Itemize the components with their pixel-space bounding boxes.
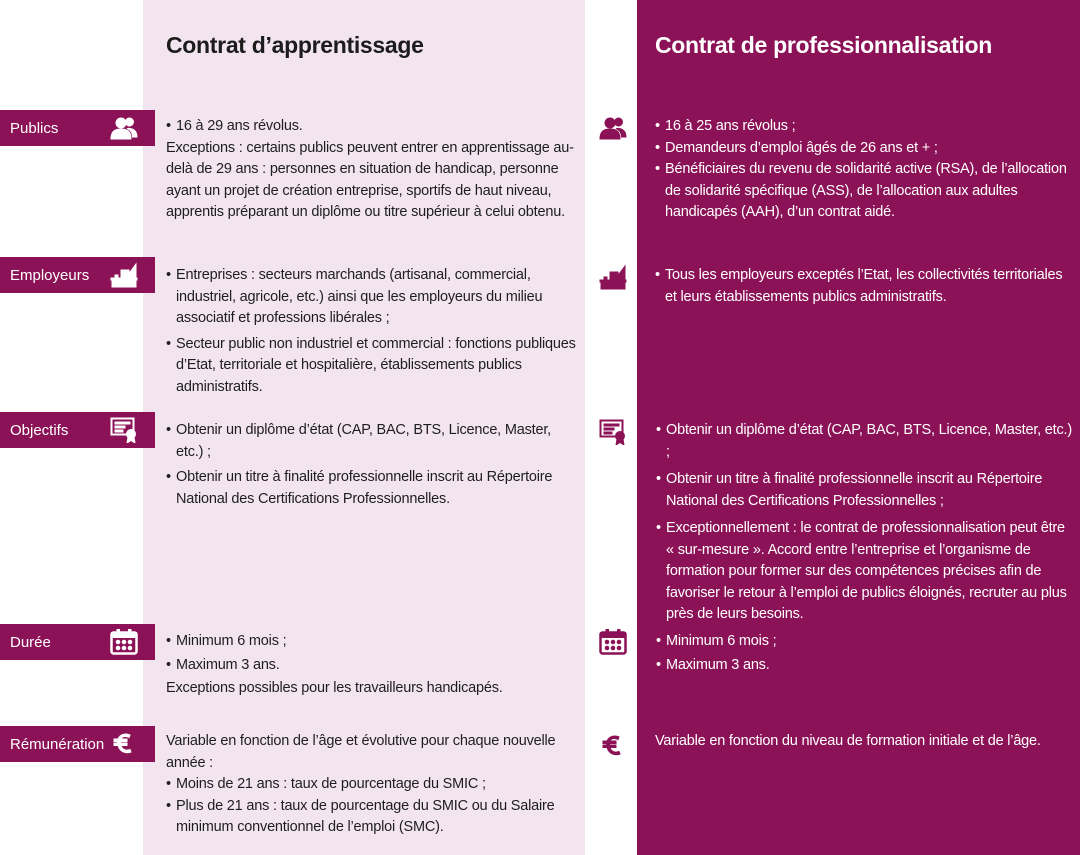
people-icon xyxy=(109,115,139,141)
title-professionnalisation: Contrat de professionnalisation xyxy=(655,32,993,58)
row-label-remuneration xyxy=(0,726,155,762)
row-label-text: Objectifs xyxy=(10,421,69,439)
people-icon xyxy=(598,114,628,142)
list-item: • Minimum 6 mois ; xyxy=(656,631,1071,653)
certificate-icon xyxy=(598,418,628,446)
row-label-text: Durée xyxy=(10,633,51,651)
list-item: • Maximum 3 ans. xyxy=(166,655,576,677)
list-item: • Tous les employeurs exceptés l’Etat, les collectivités territoriales et leurs établissements publics administratifs. xyxy=(655,265,1070,308)
list-item: • Obtenir un diplôme d’état (CAP, BAC, BTS, Licence, Master, etc.) ; xyxy=(656,420,1074,463)
duree-professionnalisation xyxy=(656,631,1071,676)
buildings-icon xyxy=(109,262,139,288)
row-label-objectifs xyxy=(0,412,155,448)
row-label-text: Rémunération xyxy=(10,735,105,753)
row-label-text: Employeurs xyxy=(10,266,90,284)
list-item: • 16 à 29 ans révolus. xyxy=(166,116,576,138)
list-item: • 16 à 25 ans révolus ; xyxy=(655,116,1070,138)
objectifs-professionnalisation xyxy=(656,420,1074,626)
duree-apprentissage xyxy=(166,631,576,700)
list-item: • Obtenir un diplôme d’état (CAP, BAC, BTS, Licence, Master, etc.) ; xyxy=(166,420,576,463)
publics-professionnalisation xyxy=(655,116,1070,224)
remuneration-professionnalisation xyxy=(655,731,1070,753)
list-item: • Secteur public non industriel et commercial : fonctions publiques d’Etat, territoriale et hospitalière, établissements publics administratifs. xyxy=(166,334,576,399)
list-item: • Bénéficiaires du revenu de solidarité active (RSA), de l’allocation de solidarité spécifique (ASS), de l’allocation aux adultes handicapés (AAH), d’un contrat aidé. xyxy=(655,159,1070,224)
row-label-duree xyxy=(0,624,155,660)
employeurs-professionnalisation xyxy=(655,265,1070,308)
title-apprentissage: Contrat d’apprentissage xyxy=(166,32,424,58)
calendar-icon xyxy=(109,629,139,655)
list-item: • Exceptionnellement : le contrat de professionnalisation peut être « sur-mesure ». Accord entre l’entreprise et l’organisme de formation pour former sur des compétences précises afin de favoriser le retour à l’emploi de publics éloignés, recruter au plus près de leurs besoins. xyxy=(656,518,1074,626)
list-item: • Maximum 3 ans. xyxy=(656,655,1071,677)
list-item: • Entreprises : secteurs marchands (artisanal, commercial, industriel, agricole, etc.) ainsi que les employeurs du milieu associatif et professions libérales ; xyxy=(166,265,576,330)
list-item: • Obtenir un titre à finalité professionnelle inscrit au Répertoire National des Certifications Professionnelles ; xyxy=(656,469,1074,512)
row-label-text: Publics xyxy=(10,119,59,137)
list-item: • Minimum 6 mois ; xyxy=(166,631,576,653)
objectifs-apprentissage xyxy=(166,420,576,510)
duree-exceptions: Exceptions possibles pour les travailleurs handicapés. xyxy=(166,680,503,696)
list-item: • Obtenir un titre à finalité professionnelle inscrit au Répertoire National des Certifications Professionnelles. xyxy=(166,467,576,510)
employeurs-apprentissage xyxy=(166,265,576,398)
euro-icon xyxy=(109,731,139,757)
list-item: • Demandeurs d’emploi âgés de 26 ans et + ; xyxy=(655,138,1070,160)
calendar-icon xyxy=(598,628,628,656)
remuneration-apprentissage xyxy=(166,731,576,839)
publics-exceptions: Exceptions : certains publics peuvent entrer en apprentissage au-delà de 29 ans : personnes en situation de handicap, personne ayant un projet de création entreprise, sportifs de haut niveau, apprentis préparant un diplôme ou titre supérieur à celui obtenu. xyxy=(166,139,574,220)
certificate-icon xyxy=(109,417,139,443)
remuneration-intro: Variable en fonction de l’âge et évolutive pour chaque nouvelle année : xyxy=(166,733,556,771)
list-item: • Moins de 21 ans : taux de pourcentage du SMIC ; xyxy=(166,774,576,796)
list-item: • Plus de 21 ans : taux de pourcentage du SMIC ou du Salaire minimum conventionnel de l’emploi (SMC). xyxy=(166,796,576,839)
buildings-icon xyxy=(598,263,628,291)
euro-icon xyxy=(598,732,628,760)
remuneration-text: Variable en fonction du niveau de formation initiale et de l’âge. xyxy=(655,733,1041,749)
row-label-publics xyxy=(0,110,155,146)
publics-apprentissage xyxy=(166,116,576,224)
row-label-employeurs xyxy=(0,257,155,293)
